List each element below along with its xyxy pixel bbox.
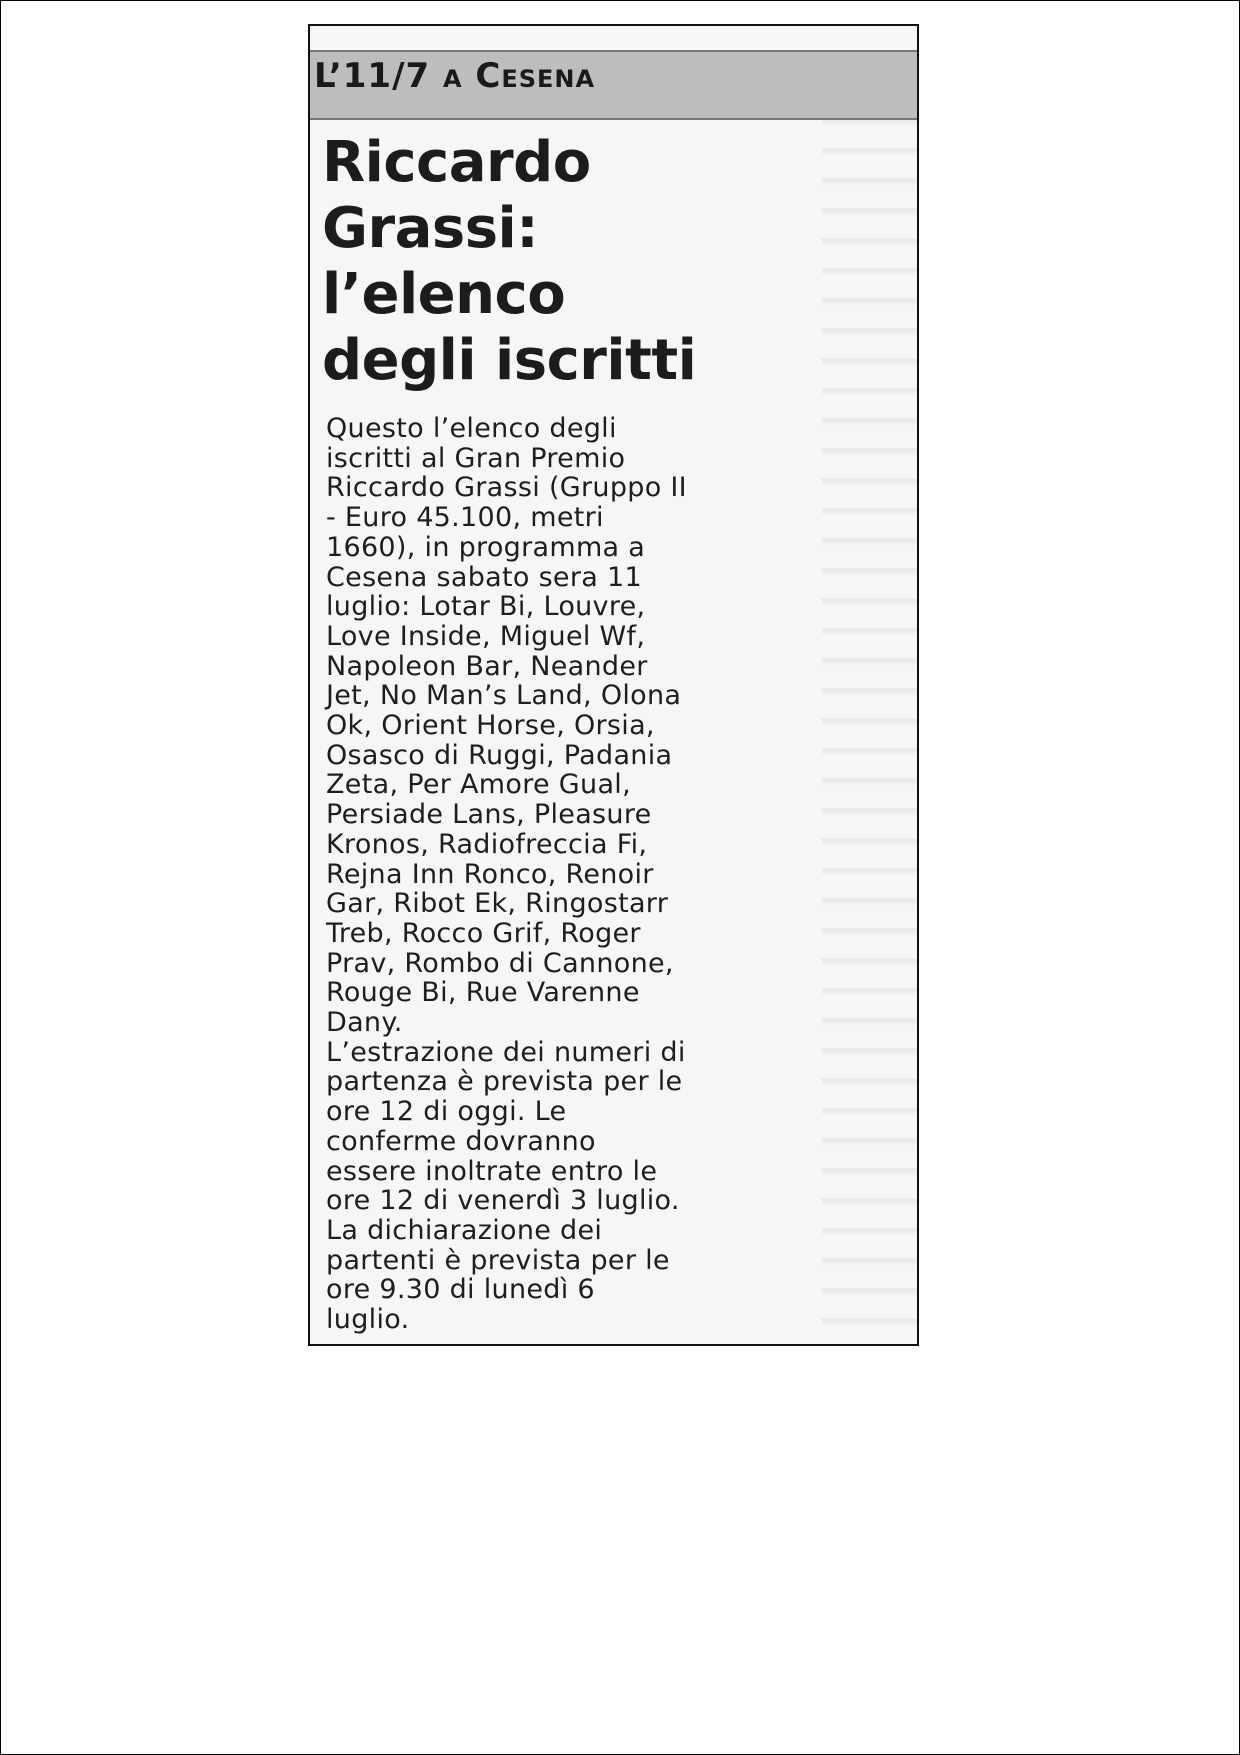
body-line: Love Inside, Miguel Wf, <box>326 620 646 652</box>
body-line: Cesena sabato sera 11 <box>326 561 642 593</box>
body-line: partenti è prevista per le <box>326 1244 670 1276</box>
body-line: Jet, No Man’s Land, Olona <box>326 680 682 712</box>
body-line: Napoleon Bar, Neander <box>326 650 648 682</box>
body-line: Riccardo Grassi (Gruppo II <box>326 472 687 504</box>
body-line: Zeta, Per Amore Gual, <box>326 769 631 801</box>
headline-line: l’elenco <box>322 262 566 327</box>
body-line: Prav, Rombo di Cannone, <box>326 947 674 979</box>
headline <box>322 130 862 394</box>
body-line: La dichiarazione dei <box>326 1214 603 1246</box>
body-line: Kronos, Radiofreccia Fi, <box>326 828 648 860</box>
body-line: partenza è prevista per le <box>326 1066 683 1098</box>
body-line: luglio: Lotar Bi, Louvre, <box>326 591 646 623</box>
body-line: Persiade Lans, Pleasure <box>326 799 652 831</box>
body-line: essere inoltrate entro le <box>326 1155 658 1187</box>
body-line: Dany. <box>326 1007 403 1039</box>
body-line: Questo l’elenco degli <box>326 413 617 444</box>
body-line: Rejna Inn Ronco, Renoir <box>326 858 654 890</box>
body-line: ore 12 di oggi. Le <box>326 1096 567 1128</box>
headline-line: Grassi: <box>322 196 539 261</box>
body-line: Rouge Bi, Rue Varenne <box>326 977 640 1009</box>
kicker: L’11/7 a Cesena <box>314 56 596 96</box>
body-line: ore 9.30 di lunedì 6 <box>326 1274 595 1306</box>
article-body <box>326 414 846 1335</box>
body-line: iscritti al Gran Premio <box>326 442 626 474</box>
body-line: Osasco di Ruggi, Padania <box>326 739 673 771</box>
body-line: 1660), in programma a <box>326 531 646 563</box>
body-line: ore 12 di venerdì 3 luglio. <box>326 1185 680 1217</box>
body-line: Gar, Ribot Ek, Ringostarr <box>326 888 669 920</box>
body-line: L’estrazione dei numeri di <box>326 1036 686 1068</box>
body-line: - Euro 45.100, metri <box>326 502 604 534</box>
body-line: luglio. <box>326 1304 410 1336</box>
headline-line: Riccardo <box>322 130 591 195</box>
body-line: Treb, Rocco Grif, Roger <box>326 917 641 949</box>
newspaper-clipping <box>308 24 919 1346</box>
body-line: Ok, Orient Horse, Orsia, <box>326 710 655 742</box>
body-line: conferme dovranno <box>326 1125 596 1157</box>
headline-line: degli iscritti <box>322 328 697 393</box>
